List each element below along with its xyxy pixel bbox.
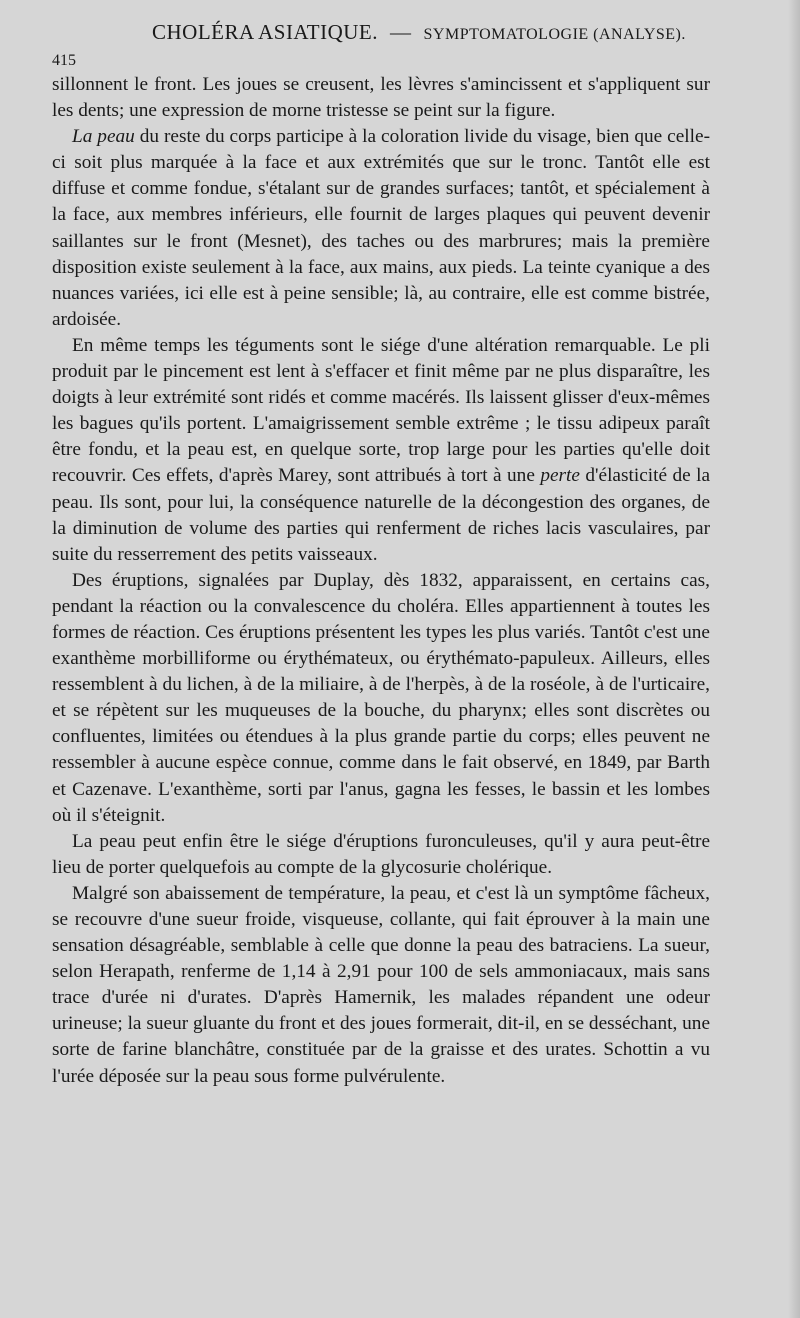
paragraph-6: Malgré son abaissement de température, la peau, et c'est là un symptôme fâcheux, se recouvre d'une sueur froide, visqueuse, collante, qui fait éprouver à la main une sensation désagréable, semblable à celle que donne la peau des batraciens. La sueur, selon Herapath, renferme de 1,14 à 2,91 pour 100 de sels ammoniacaux, mais sans trace d'urée ni d'urates. D'après Hamernik, les malades répandent une odeur urineuse; la sueur gluante du front et des joues formerait, dit-il, en se desséchant, une sorte de farine blanchâtre, constituée par de la graisse et des urates. Schottin a vu l'urée déposée sur la peau sous forme pulvérulente. xyxy=(52,882,710,1087)
page-number: 415 xyxy=(52,52,76,69)
chapter-title: CHOLÉRA ASIATIQUE. xyxy=(152,20,379,44)
paragraph-3-text: En même temps les téguments sont le siége d'une altération remarquable. Le pli produit par le pincement est lent à s'effacer et finit même par ne plus disparaître, les doigts à leur extrémité sont ridés et comme macérés. Ils laissent glisser d'eux-mêmes les bagues qu'ils portent. L'amaigrissement semble extrême ; le tissu adipeux paraît être fondu, et la peau est, en quelque sorte, trop large pour les parties qu'elle doit recouvrir. Ces effets, d'après Marey, sont attribués à tort à une xyxy=(52,334,710,487)
paragraph-4: Des éruptions, signalées par Duplay, dès 1832, apparaissent, en certains cas, pendant la réaction ou la convalescence du choléra. Elles appartiennent à toutes les formes de réaction. Ces éruptions présentent les types les plus variés. Tantôt c'est une exanthème morbilliforme ou érythémateux, ou érythémato-papuleux. Ailleurs, elles ressemblent à du lichen, à de la miliaire, à de l'herpès, à de la roséole, à de l'urticaire, et se répètent sur les muqueuses de la bouche, du pharynx; elles sont discrètes ou confluentes, limitées ou étendues à la plus grande partie du corps; elles peuvent ne ressembler à aucune espèce connue, comme dans le fait observé, en 1849, par Barth et Cazenave. L'exanthème, sorti par l'anus, gagna les fesses, le bassin et les lombes où il s'éteignit. xyxy=(52,569,710,826)
italic-la-peau: La peau xyxy=(72,126,135,148)
header-separator: — xyxy=(390,20,412,44)
italic-perte: perte xyxy=(540,465,580,487)
paragraph-3 xyxy=(52,333,710,568)
paragraph-3-tail: d'élasticité de la peau. Ils sont, pour lui, la conséquence naturelle de la décongestion des organes, de la diminution de volume des parties qui renferment de riches lacis vasculaires, par suite du resserrement des petits vaisseaux. xyxy=(52,465,711,565)
paragraph-1: sillonnent le front. Les joues se creusent, les lèvres s'amincissent et s'appliquent sur les dents; une expression de morne tristesse se peint sur la figure. xyxy=(52,74,710,122)
paragraph-5: La peau peut enfin être le siége d'éruptions furonculeuses, qu'il y aura peut-être lieu de porter quelquefois au compte de la glycosurie cholérique. xyxy=(52,830,710,878)
running-header xyxy=(152,20,710,52)
section-title: SYMPTOMATOLOGIE (ANALYSE). xyxy=(423,26,686,43)
paragraph-2 xyxy=(52,124,710,333)
paragraph-2-text: du reste du corps participe à la coloration livide du visage, bien que celle-ci soit plus marquée à la face et aux extrémités que sur le tronc. Tantôt elle est diffuse et comme fondue, s'étalant sur de grandes surfaces; tantôt, et spécialement à la face, aux membres inférieurs, elle fournit de larges plaques qui peuvent devenir saillantes sur le front (Mesnet), des taches ou des marbrures; mais la première disposition existe seulement à la face, aux mains, aux pieds. La teinte cyanique a des nuances variées, ici elle est à peine sensible; là, au contraire, elle est comme bistrée, ardoisée. xyxy=(52,126,710,330)
page-edge-shadow xyxy=(788,0,800,1318)
body-text xyxy=(52,72,710,1090)
